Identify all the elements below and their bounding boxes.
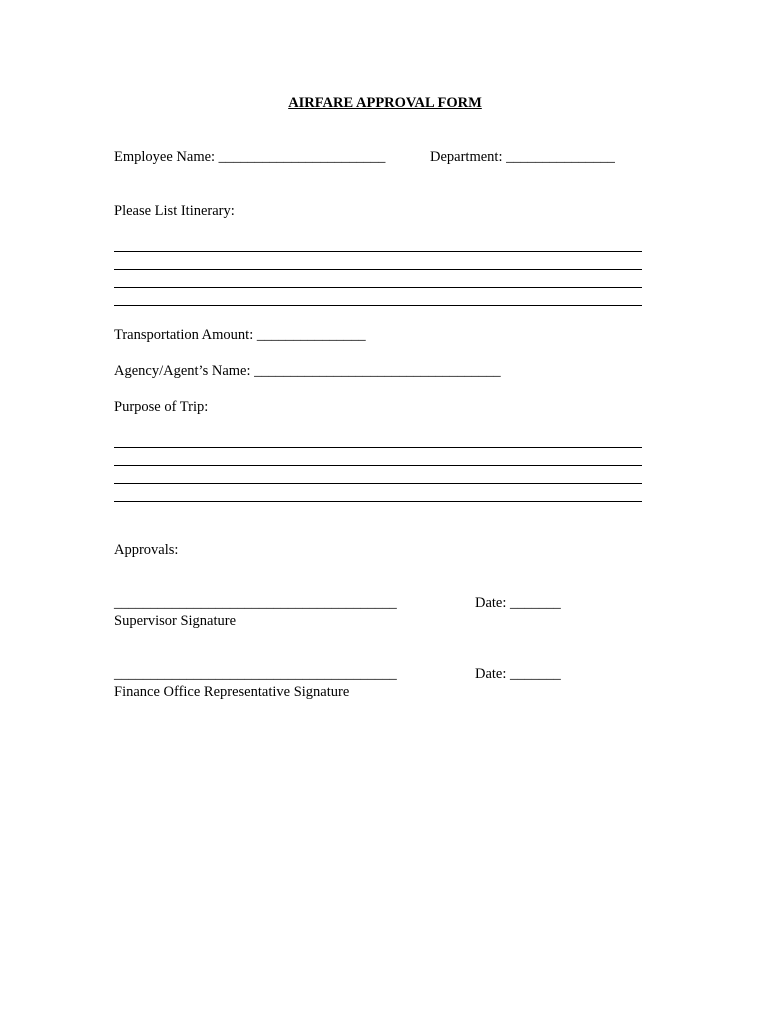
supervisor-signature-caption: Supervisor Signature <box>114 613 237 629</box>
approvals-label: Approvals: <box>114 542 179 558</box>
transportation-amount-field[interactable]: Transportation Amount: _______________ <box>114 327 366 343</box>
purpose-label: Purpose of Trip: <box>114 399 209 415</box>
finance-date-field[interactable]: Date: _______ <box>475 666 561 682</box>
purpose-line-3[interactable] <box>114 483 642 484</box>
form-title: AIRFARE APPROVAL FORM <box>288 95 482 111</box>
supervisor-date-field[interactable]: Date: _______ <box>475 595 561 611</box>
employee-name-field[interactable]: Employee Name: _______________________ <box>114 149 386 165</box>
finance-signature-caption: Finance Office Representative Signature <box>114 684 350 700</box>
itinerary-line-3[interactable] <box>114 287 642 288</box>
itinerary-line-1[interactable] <box>114 251 642 252</box>
purpose-line-4[interactable] <box>114 501 642 502</box>
department-field[interactable]: Department: _______________ <box>430 149 615 165</box>
agency-name-field[interactable]: Agency/Agent’s Name: __________________________________ <box>114 363 501 379</box>
itinerary-label: Please List Itinerary: <box>114 203 235 219</box>
purpose-line-2[interactable] <box>114 465 642 466</box>
supervisor-signature-line[interactable]: _______________________________________ <box>114 595 397 611</box>
itinerary-line-4[interactable] <box>114 305 642 306</box>
itinerary-line-2[interactable] <box>114 269 642 270</box>
purpose-line-1[interactable] <box>114 447 642 448</box>
finance-signature-line[interactable]: _______________________________________ <box>114 666 397 682</box>
